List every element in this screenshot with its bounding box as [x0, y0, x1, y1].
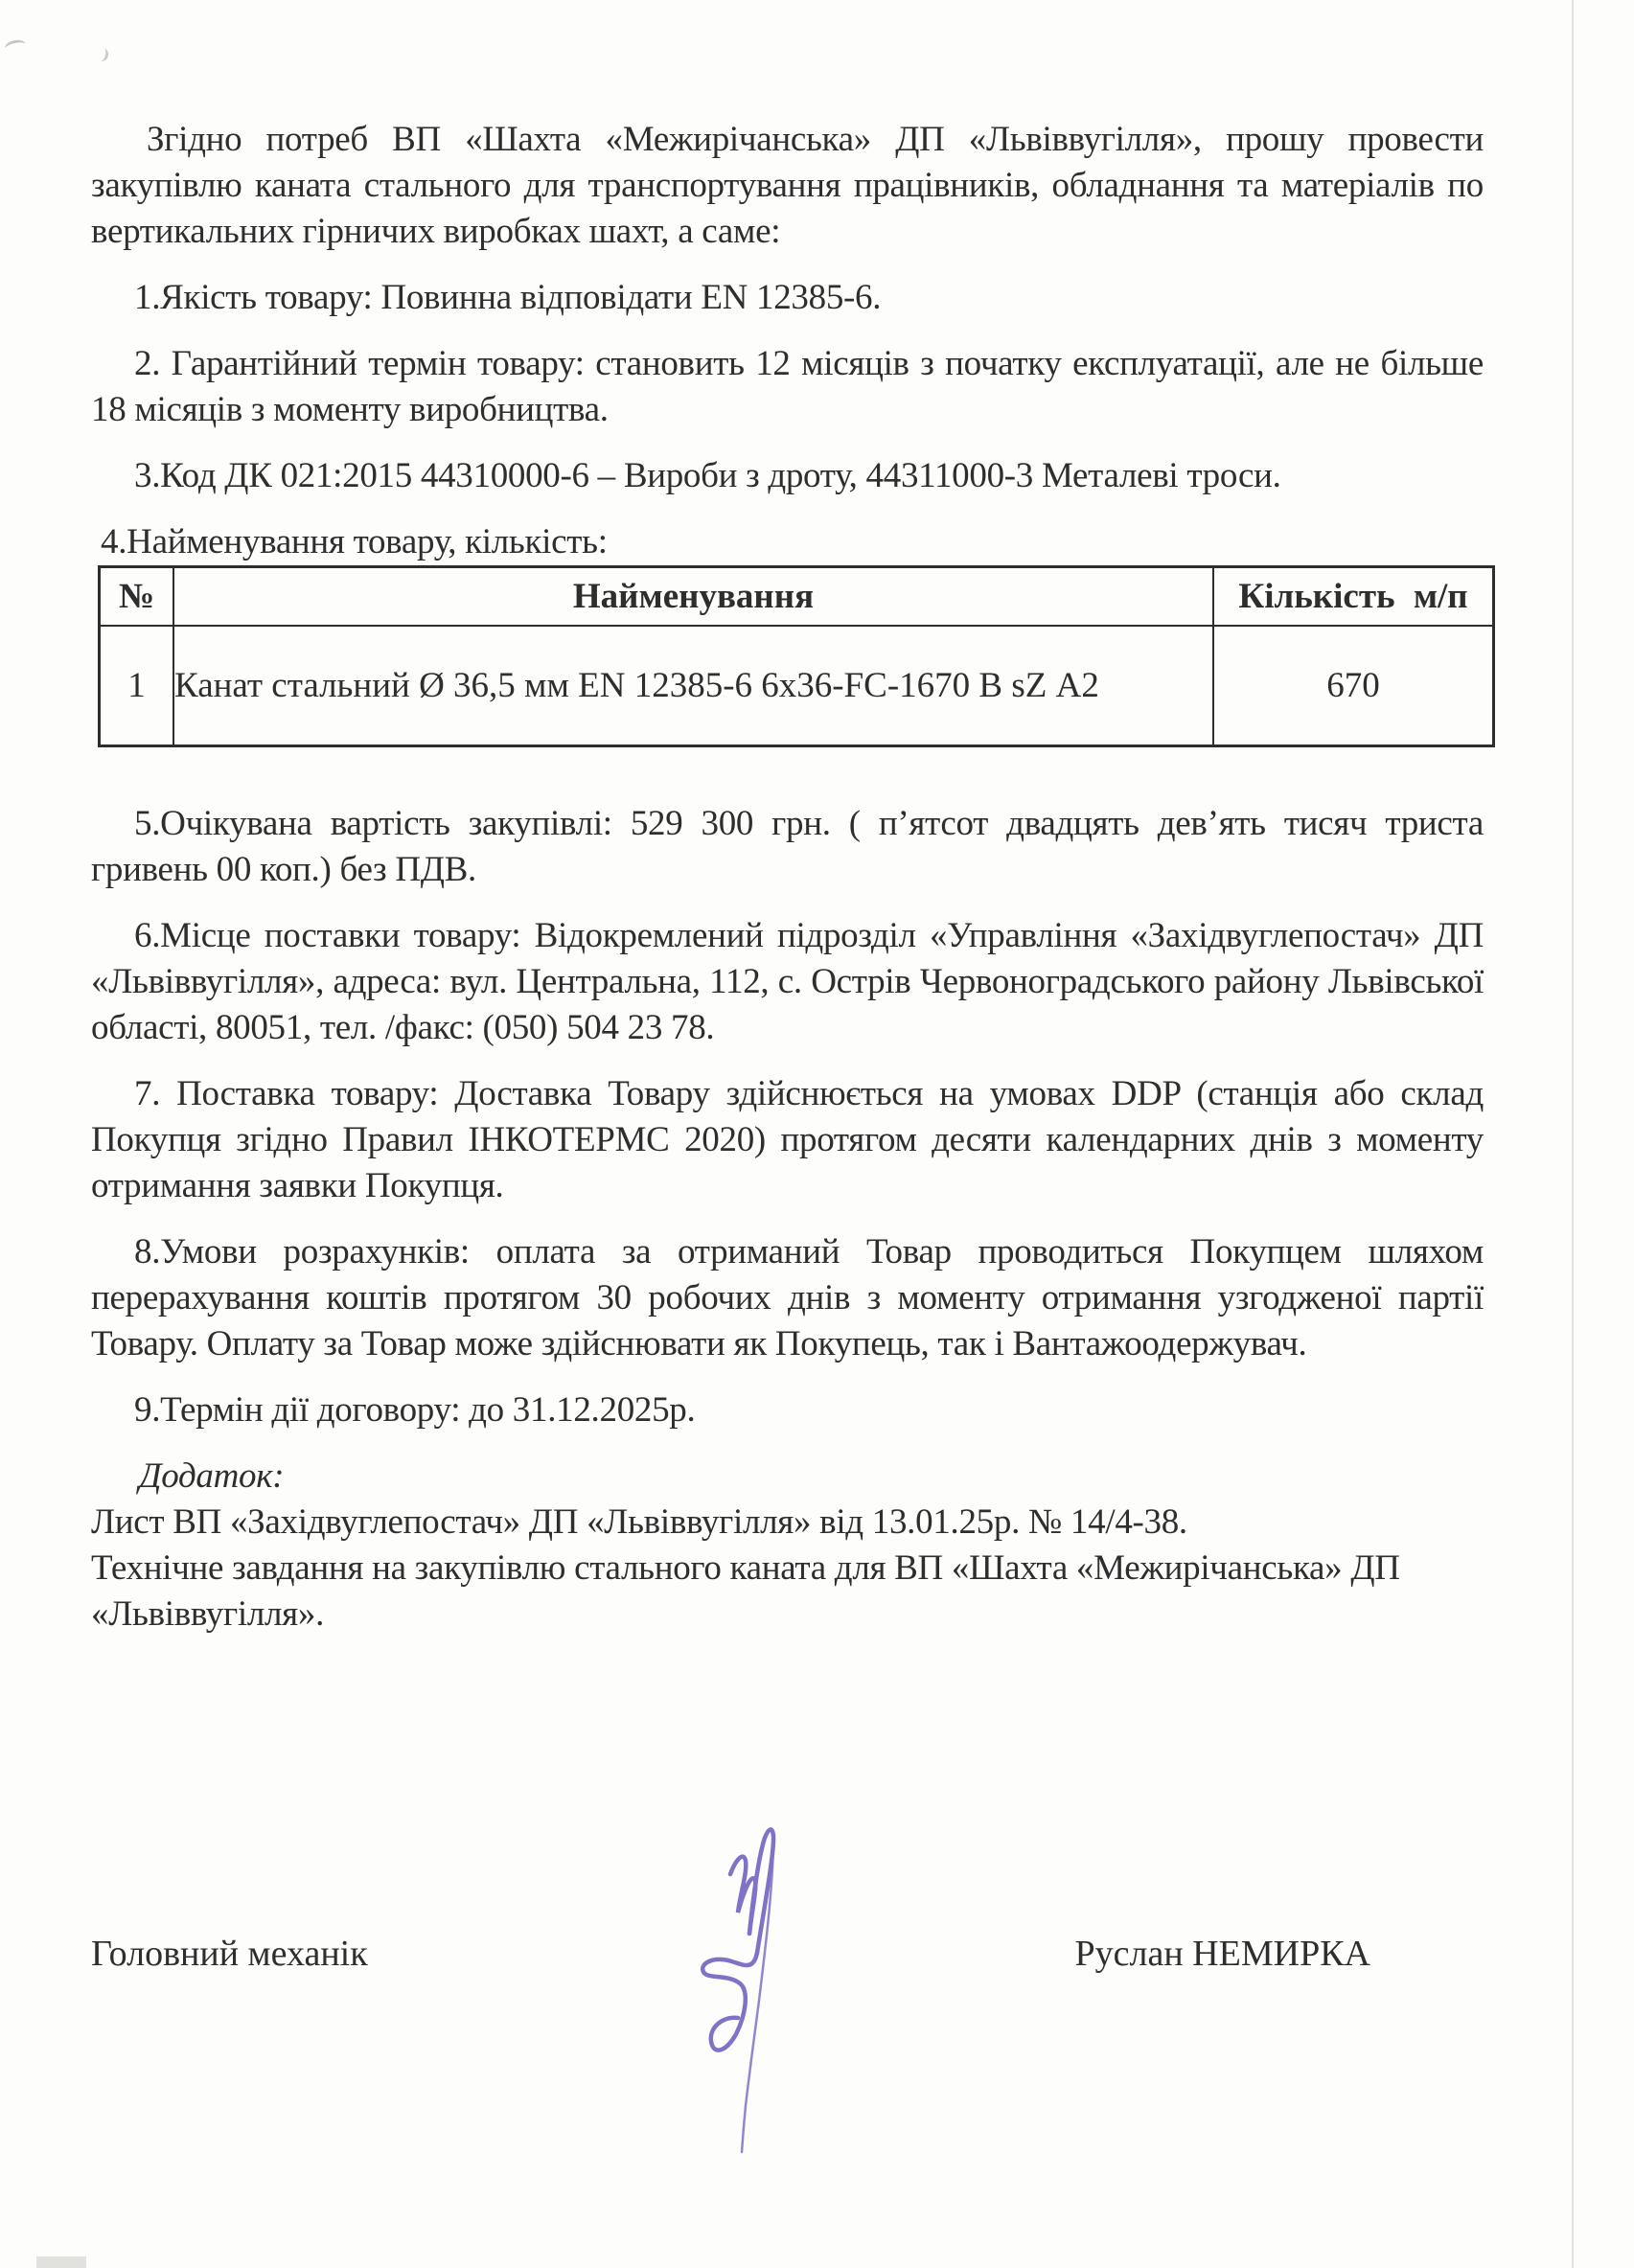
signatory-role: Головний механік: [91, 1934, 368, 1974]
scan-edge-line: [1572, 0, 1574, 2268]
attachment-label: Додаток:: [139, 1456, 285, 1496]
attachment-line-2: Технічне завдання на закупівлю стального каната для ВП «Шахта «Межирічанська» ДП «Львіввугілля».: [91, 1548, 1400, 1634]
cell-row-number: 1: [100, 626, 174, 746]
cell-product-name: Канат стальний Ø 36,5 мм EN 12385-6 6х36-FC-1670 В sZ А2: [173, 626, 1213, 746]
item-8-payment-terms: 8.Умови розрахунків: оплата за отриманий Товар проводиться Покупцем шляхом перерахування коштів протягом 30 робочих днів з моменту отримання узгодженої партії Товару. Оплату за Товар може здійснювати як Покупець, так і Вантажоодержувач.: [91, 1232, 1484, 1363]
scan-artifact-bottom-left: [36, 2257, 86, 2268]
scan-artifact-top-left: [4, 38, 27, 55]
header-number: №: [100, 567, 174, 627]
item-4-goods-heading: 4.Найменування товару, кількість:: [101, 522, 608, 561]
cell-quantity: 670: [1213, 626, 1494, 746]
scan-artifact-top-left-2: [94, 47, 109, 63]
signatory-name: Руслан НЕМИРКА: [1074, 1934, 1370, 1974]
goods-table: [98, 565, 1495, 747]
header-quantity: Кількість м/п: [1213, 567, 1494, 627]
item-6-delivery-place: 6.Місце поставки товару: Відокремлений підрозділ «Управління «Західвуглепостач» ДП «Львіввугілля», адреса: вул. Центральна, 112, с. Острів Червоноградського району Львівської області, 80051, тел. /факс: (050) 504 23 78.: [91, 916, 1484, 1047]
intro-paragraph: Згідно потреб ВП «Шахта «Межирічанська» ДП «Львіввугілля», прошу провести закупівлю каната стального для транспортування працівників, обладнання та матеріалів по вертикальних гірничих виробках шахт, а саме:: [91, 120, 1484, 251]
document-body: [91, 117, 1484, 1638]
handwritten-signature: [661, 1799, 863, 2183]
item-7-delivery-terms: 7. Поставка товару: Доставка Товару здійснюється на умовах DDP (станція або склад Покупця згідно Правил ІНКОТЕРМС 2020) протягом десяти календарних днів з моменту отримання заявки Покупця.: [91, 1074, 1484, 1205]
item-1-quality: 1.Якість товару: Повинна відповідати EN 12385-6.: [134, 278, 882, 317]
header-name: Найменування: [173, 567, 1213, 627]
table-row: [100, 626, 1494, 746]
header-row: [100, 567, 1494, 627]
item-3-dk-code: 3.Код ДК 021:2015 44310000-6 – Вироби з дроту, 44311000-3 Металеві троси.: [134, 456, 1281, 495]
item-5-expected-value: 5.Очікувана вартість закупівлі: 529 300 грн. ( п’ятсот двадцять дев’ять тисяч триста гривень 00 коп.) без ПДВ.: [91, 804, 1484, 889]
goods-table-header: [100, 567, 1494, 627]
attachment-line-1: Лист ВП «Західвуглепостач» ДП «Львіввугілля» від 13.01.25р. № 14/4-38.: [91, 1502, 1187, 1542]
item-9-contract-term: 9.Термін дії договору: до 31.12.2025р.: [134, 1390, 696, 1430]
item-2-warranty: 2. Гарантійний термін товару: становить 12 місяців з початку експлуатації, але не більше 18 місяців з моменту виробництва.: [91, 344, 1484, 429]
signature-row: [91, 1931, 1370, 1977]
